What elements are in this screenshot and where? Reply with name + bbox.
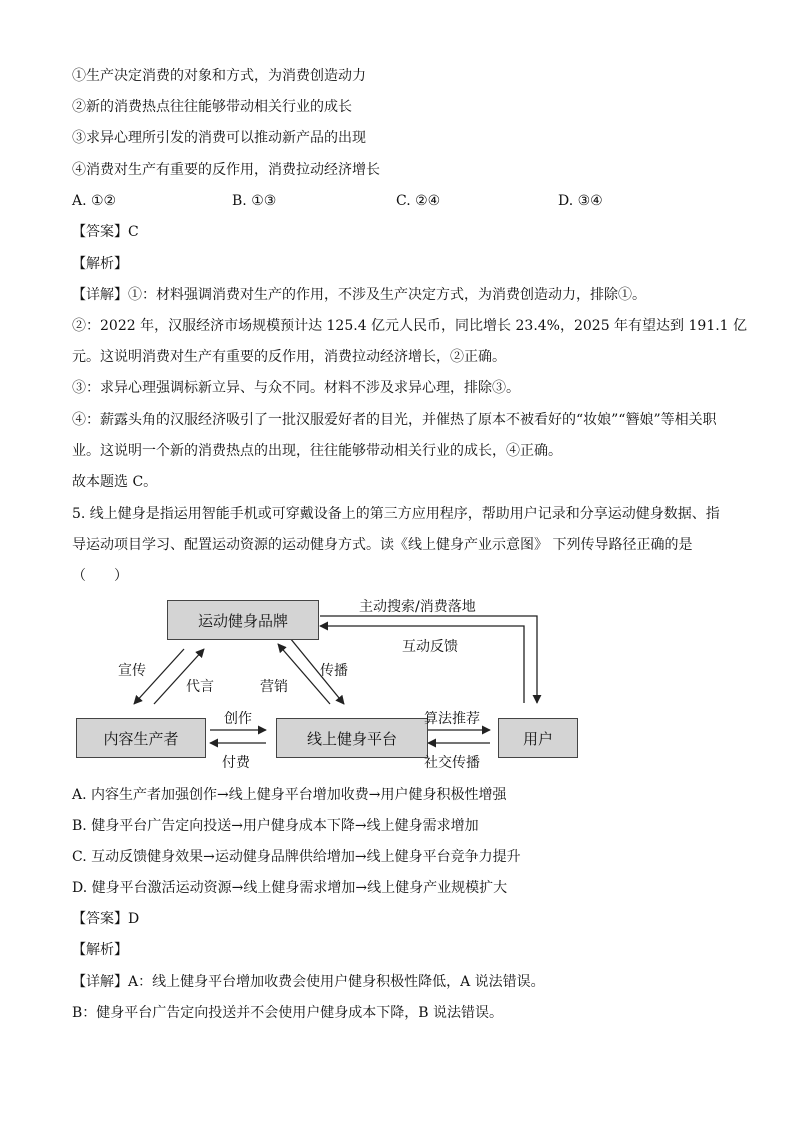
- q4-option-c[interactable]: C. ②④: [396, 193, 441, 209]
- q5-detail-1: 【详解】A：线上健身平台增加收费会使用户健身积极性降低，A 说法错误。: [72, 974, 545, 990]
- label-marketing: 营销: [260, 679, 288, 695]
- statement-1: ①生产决定消费的对象和方式，为消费创造动力: [72, 68, 366, 84]
- box-platform: 线上健身平台: [276, 718, 428, 758]
- q4-option-b[interactable]: B. ①③: [232, 193, 277, 209]
- label-endorse: 代言: [186, 679, 214, 695]
- q5-option-a[interactable]: A. 内容生产者加强创作→线上健身平台增加收费→用户健身积极性增强: [72, 787, 507, 803]
- q5-option-d[interactable]: D. 健身平台激活运动资源→线上健身需求增加→线上健身产业规模扩大: [72, 880, 508, 896]
- box-producer: 内容生产者: [76, 718, 206, 758]
- q4-detail-6: 业。这说明一个新的消费热点的出现，往往能够带动相关行业的成长，④正确。: [72, 443, 562, 459]
- q4-detail-5: ④：薪露头角的汉服经济吸引了一批汉服爱好者的目光，并催热了原本不被看好的“妆娘”“簪娘”等相关职: [72, 412, 717, 428]
- label-create: 创作: [224, 711, 252, 727]
- q4-detail-7: 故本题选 C。: [72, 474, 158, 490]
- box-brand: 运动健身品牌: [167, 600, 319, 640]
- q5-option-b[interactable]: B. 健身平台广告定向投送→用户健身成本下降→线上健身需求增加: [72, 818, 479, 834]
- label-pay: 付费: [222, 755, 250, 771]
- label-publicity: 宣传: [118, 663, 146, 679]
- label-algorithm: 算法推荐: [424, 711, 480, 727]
- q4-detail-1: 【详解】①：材料强调消费对生产的作用，不涉及生产决定方式，为消费创造动力，排除①。: [72, 287, 646, 303]
- label-search: 主动搜索/消费落地: [359, 599, 476, 615]
- statement-4: ④消费对生产有重要的反作用，消费拉动经济增长: [72, 162, 380, 178]
- label-feedback: 互动反馈: [402, 639, 458, 655]
- q5-stem-3: （ ）: [72, 568, 128, 584]
- q4-option-d[interactable]: D. ③④: [558, 193, 603, 209]
- box-user: 用户: [498, 718, 578, 758]
- q4-detail-4: ③：求异心理强调标新立异、与众不同。材料不涉及求异心理，排除③。: [72, 380, 520, 396]
- q5-option-c[interactable]: C. 互动反馈健身效果→运动健身品牌供给增加→线上健身平台竞争力提升: [72, 849, 521, 865]
- q4-options: [72, 191, 722, 211]
- q5-answer: 【答案】D: [72, 911, 140, 927]
- q5-stem-1: 5. 线上健身是指运用智能手机或可穿戴设备上的第三方应用程序，帮助用户记录和分享运动健身数据、指: [72, 506, 720, 522]
- q5-detail-2: B：健身平台广告定向投送并不会使用户健身成本下降，B 说法错误。: [72, 1005, 504, 1021]
- statement-2: ②新的消费热点往往能够带动相关行业的成长: [72, 99, 352, 115]
- q5-analysis-label: 【解析】: [72, 942, 128, 958]
- q4-option-a[interactable]: A. ①②: [72, 193, 117, 209]
- fitness-industry-diagram: [72, 594, 592, 770]
- label-spread: 传播: [320, 663, 348, 679]
- label-social: 社交传播: [424, 755, 480, 771]
- statement-3: ③求异心理所引发的消费可以推动新产品的出现: [72, 130, 366, 146]
- q4-detail-2: ②：2022 年，汉服经济市场规模预计达 125.4 亿元人民币，同比增长 23.4%，2025 年有望达到 191.1 亿: [72, 318, 748, 334]
- q4-answer: 【答案】C: [72, 224, 139, 240]
- q5-stem-2: 导运动项目学习、配置运动资源的运动健身方式。读《线上健身产业示意图》 下列传导路径正确的是: [72, 537, 693, 553]
- q4-analysis-label: 【解析】: [72, 256, 128, 272]
- arrow-brand-to-user: [320, 616, 537, 703]
- q4-detail-3: 元。这说明消费对生产有重要的反作用，消费拉动经济增长，②正确。: [72, 349, 506, 365]
